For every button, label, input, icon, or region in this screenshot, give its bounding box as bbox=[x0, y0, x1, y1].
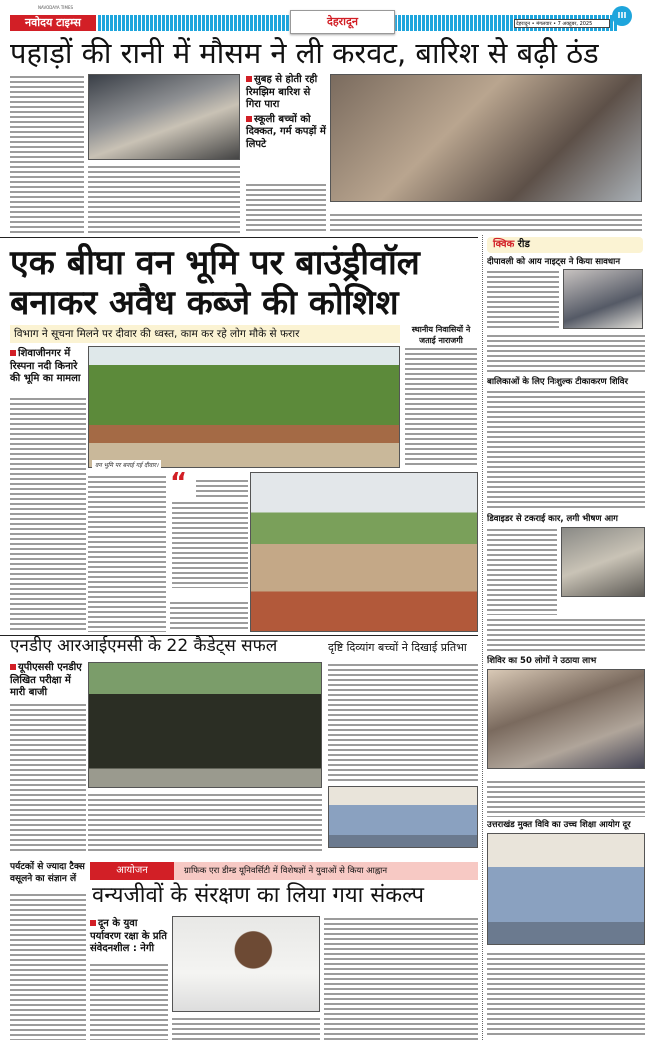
photo-burnt-car bbox=[561, 527, 645, 597]
quick-read-column bbox=[482, 235, 646, 1040]
brand-logo: नवोदय टाइम्स bbox=[10, 15, 96, 31]
story5-tag: आयोजन bbox=[90, 862, 174, 880]
body-text bbox=[90, 962, 168, 1040]
body-text bbox=[487, 527, 557, 615]
story3-sub: यूपीएससी एनडीए लिखित परीक्षा में मारी बाजी bbox=[10, 662, 86, 700]
masthead bbox=[0, 0, 650, 36]
story2-left-sub: शिवाजीनगर में रिस्पना नदी किनारे की भूमि का मामला bbox=[10, 348, 86, 386]
body-text bbox=[246, 182, 326, 234]
photo-camp bbox=[487, 669, 645, 769]
body-text bbox=[328, 662, 478, 782]
body-text bbox=[88, 164, 240, 234]
brand-small: NAVODAYA TIMES bbox=[38, 5, 74, 10]
body-text bbox=[88, 474, 166, 632]
edition-tab: देहरादून bbox=[290, 10, 395, 34]
body-text bbox=[10, 702, 86, 854]
photo-rain-shop bbox=[88, 74, 240, 160]
body-text bbox=[405, 346, 477, 468]
quick-read-red: क्विक bbox=[493, 239, 515, 250]
page-number-badge: III bbox=[612, 6, 632, 26]
brief-headline: डिवाइडर से टकराई कार, लगी भीषण आग bbox=[487, 514, 618, 524]
story1-points bbox=[246, 74, 326, 151]
photo-children bbox=[328, 786, 478, 848]
story2-headline bbox=[10, 243, 476, 323]
story4-headline: दृष्टि दिव्यांग बच्चों ने दिखाई प्रतिभा bbox=[328, 641, 467, 654]
story2-strap: विभाग ने सूचना मिलने पर दीवार की ध्वस्त, काम कर रहे लोग मौके से फरार bbox=[10, 325, 400, 343]
photo-forest-wall bbox=[88, 346, 400, 468]
body-text bbox=[487, 269, 559, 329]
story6-headline: पर्यटकों से ज्यादा टैक्स वसूलने का संज्ञान लें bbox=[10, 862, 85, 884]
photo-street bbox=[330, 74, 642, 202]
body-text bbox=[88, 792, 322, 854]
story5-sub: दून के युवा पर्यावरण रक्षा के प्रति संवेदनशील : नेगी bbox=[90, 918, 167, 954]
dateline: देहरादून • मंगलवार • 7 अक्टूबर, 2025 bbox=[514, 19, 610, 28]
body-text bbox=[324, 916, 478, 1040]
story2-side-head: स्थानीय निवासियों ने जताई नाराजगी bbox=[411, 325, 471, 345]
body-text bbox=[10, 892, 86, 1040]
body-text bbox=[330, 212, 642, 234]
point: सुबह से होती रही रिमझिम बारिश से गिरा पारा bbox=[246, 74, 326, 112]
quote-mark-icon: “ bbox=[170, 470, 194, 496]
quote-text bbox=[172, 500, 248, 588]
body-text bbox=[487, 389, 645, 509]
brief-headline: उत्तराखंड मुक्त विवि का उच्च शिक्षा आयोग दूर bbox=[487, 820, 631, 830]
body-text bbox=[487, 333, 645, 373]
body-text bbox=[487, 951, 645, 1037]
photo-speaker bbox=[172, 916, 320, 1012]
point: स्कूली बच्चों को दिक्कत, गर्म कपड़ों में लिपटे bbox=[246, 113, 326, 150]
headline-line: एक बीघा वन भूमि पर बाउंड्रीवॉल bbox=[10, 243, 420, 283]
brief-photo bbox=[563, 269, 643, 329]
body-text bbox=[487, 779, 645, 817]
brief-headline: दीपावली को आय नाइट्स ने किया सावधान bbox=[487, 257, 621, 267]
divider bbox=[0, 237, 478, 238]
story5-headline: वन्यजीवों के संरक्षण का लिया गया संकल्प bbox=[92, 883, 425, 908]
quick-read-black: रीड bbox=[517, 239, 530, 250]
quote-text bbox=[196, 478, 248, 498]
photo-students bbox=[487, 833, 645, 945]
quick-read-label bbox=[487, 237, 643, 253]
body-text bbox=[10, 396, 86, 632]
photo-demolition bbox=[250, 472, 478, 632]
brief-headline: बालिकाओं के लिए निःशुल्क टीकाकरण शिविर bbox=[487, 377, 628, 387]
story5-kicker: ग्राफिक एरा डीम्ड यूनिवर्सिटी में विशेषज्ञों ने युवाओं से किया आह्वान bbox=[174, 862, 478, 880]
body-text bbox=[170, 600, 248, 632]
headline-line: बनाकर अवैध कब्जे की कोशिश bbox=[10, 283, 399, 323]
story3-headline: एनडीए आरआईएमसी के 22 कैडेट्स सफल bbox=[10, 636, 278, 656]
photo-caption: वन भूमि पर बनाई गई दीवार। bbox=[92, 460, 161, 470]
story1-headline: पहाड़ों की रानी में मौसम ने ली करवट, बारिश से बढ़ी ठंड bbox=[10, 36, 599, 70]
photo-cadets bbox=[88, 662, 322, 788]
body-text bbox=[487, 617, 645, 653]
body-text bbox=[10, 74, 84, 234]
brief-headline: शिविर का 50 लोगों ने उठाया लाभ bbox=[487, 656, 597, 666]
body-text bbox=[172, 1016, 320, 1040]
